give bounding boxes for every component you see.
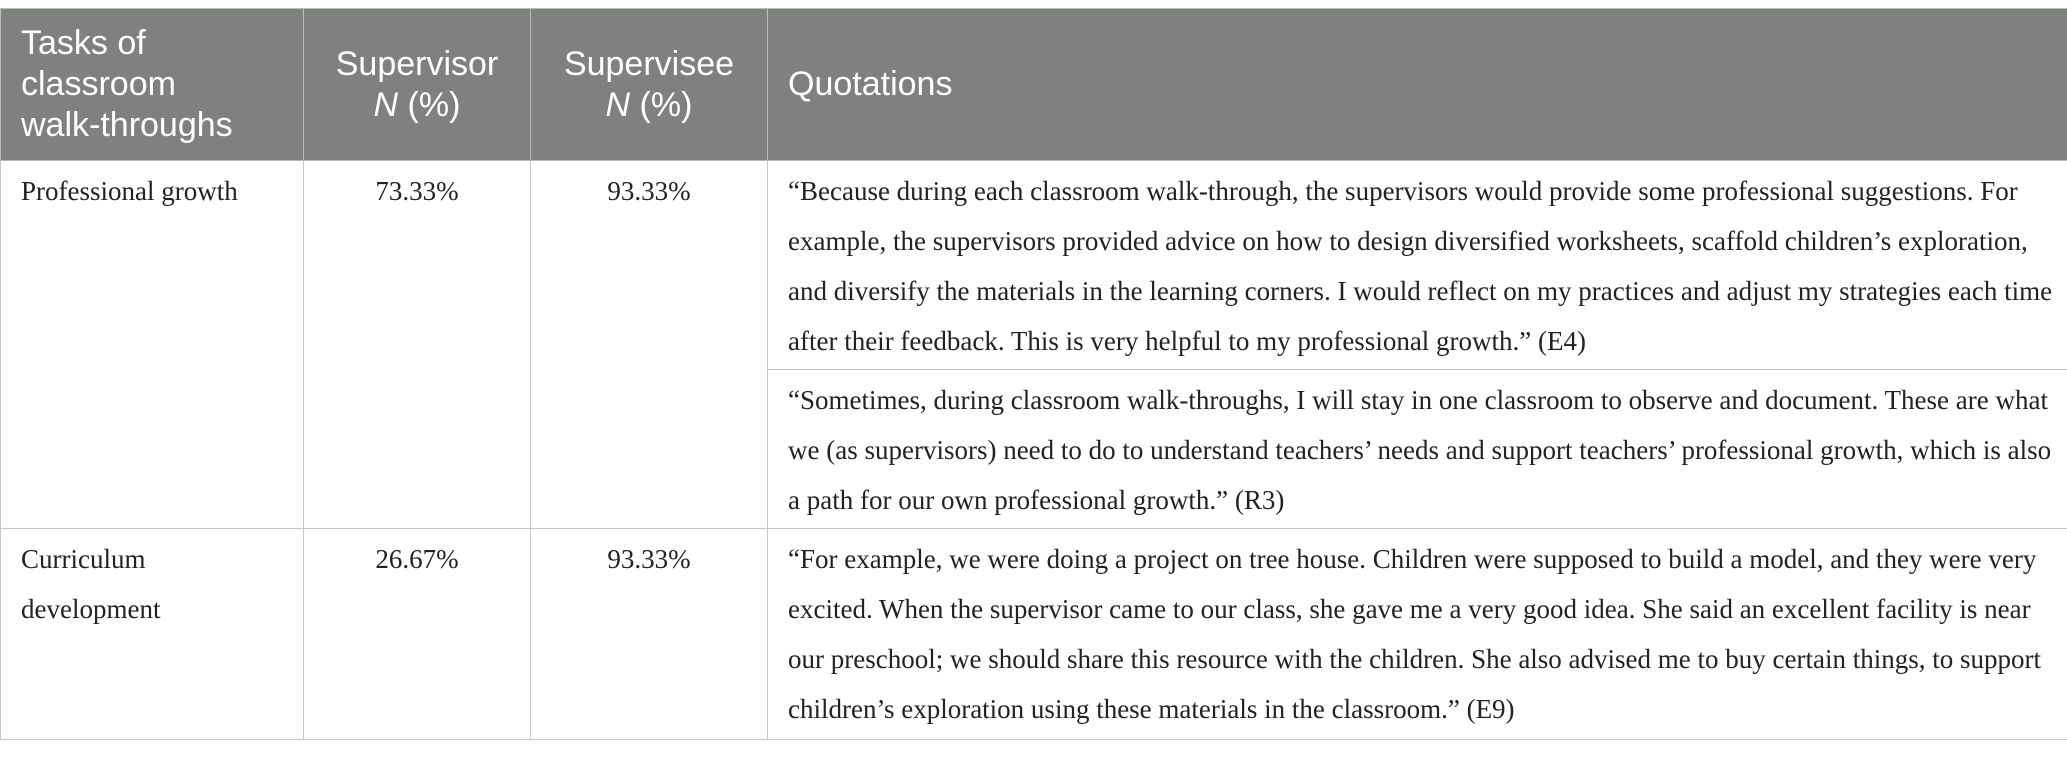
supervisor-percent: 73.33% [304,161,531,529]
header-quotations: Quotations [768,9,2067,161]
task-cell [1,529,304,740]
header-supervisor-title: Supervisor [335,44,499,83]
supervisee-percent: 93.33% [531,529,768,740]
header-supervisee-title: Supervisee [563,44,735,83]
header-tasks-line: classroom [21,65,176,103]
header-tasks [1,9,304,161]
header-tasks-line: walk-throughs [21,106,233,144]
n-label: N [605,85,631,124]
quotation-cell: “Because during each classroom walk-through, the supervisors would provide some professional suggestions. For example, the supervisors provided advice on how to design diversified worksheets, scaffold children’s exploration, and diversify the materials in the learning corners. I would reflect on my practices and adjust my strategies each time after their feedback. This is very helpful to my professional growth.” (E4) [768,161,2067,370]
header-tasks-line: Tasks of [21,24,146,62]
supervisor-percent: 26.67% [304,529,531,740]
walk-through-tasks-table [0,8,2067,740]
quotation-cell: “For example, we were doing a project on tree house. Children were supposed to build a model, and they were very excited. When the supervisor came to our class, she gave me a very good idea. She said an excellent facility is near our preschool; we should share this resource with the children. She also advised me to buy certain things, to support children’s exploration using these materials in the classroom.” (E9) [768,529,2067,740]
table-row [1,161,2067,370]
supervisee-percent: 93.33% [531,161,768,529]
pct-label: (%) [398,85,461,124]
quotation-cell: “Sometimes, during classroom walk-throughs, I will stay in one classroom to observe and document. These are what we (as supervisors) need to do to understand teachers’ needs and support teachers’ professional growth, which is also a path for our own professional growth.” (R3) [768,370,2067,529]
header-row [1,9,2067,161]
n-label: N [373,85,399,124]
header-supervisee [531,9,768,161]
task-cell: Professional growth [1,161,304,529]
task-line: development [21,594,161,624]
header-supervisor-unit [304,85,530,126]
header-supervisee-unit [531,85,767,126]
task-line: Curriculum [21,544,146,574]
table-row [1,529,2067,740]
header-supervisor [304,9,531,161]
pct-label: (%) [630,85,693,124]
